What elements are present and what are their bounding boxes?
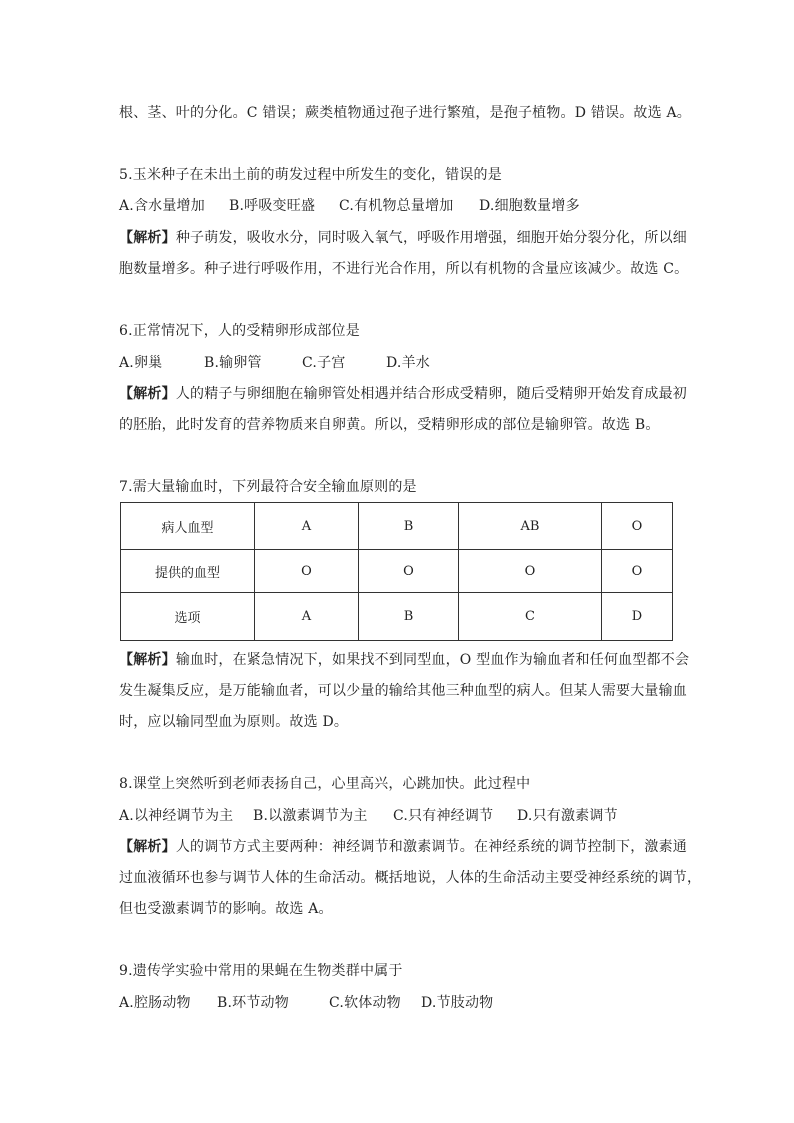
question-6-stem: 6.正常情况下，人的受精卵形成部位是: [119, 323, 360, 339]
table-cell: C: [459, 593, 602, 641]
option-c: C.软体动物: [329, 995, 401, 1011]
question-5-analysis-line-2: 胞数量增多。种子进行呼吸作用，不进行光合作用，所以有机物的含量应该减少。故选 C。: [119, 261, 689, 277]
question-6-analysis-line-2: 的胚胎，此时发育的营养物质来自卵黄。所以，受精卵形成的部位是输卵管。故选 B。: [119, 417, 660, 433]
table-cell: O: [602, 550, 673, 593]
question-7-analysis-line-3: 时，应以输同型血为原则。故选 D。: [119, 714, 349, 730]
table-cell: O: [602, 503, 673, 550]
analysis-text: 输血时，在紧急情况下，如果找不到同型血，O 型血作为输血者和任何血型都不会: [175, 652, 690, 668]
text-line: 根、茎、叶的分化。C 错误；蕨类植物通过孢子进行繁殖，是孢子植物。D 错误。故选 A。: [119, 105, 691, 121]
table-cell: 提供的血型: [121, 550, 255, 593]
question-8-analysis-line-1: [119, 837, 687, 857]
table-cell: A: [255, 503, 359, 550]
analysis-text: 种子萌发，吸收水分，同时吸入氧气，呼吸作用增强，细胞开始分裂分化，所以细: [175, 230, 688, 246]
option-d: D.羊水: [386, 355, 430, 371]
analysis-tag: 【解析】: [119, 230, 176, 246]
table-row: [121, 550, 673, 593]
question-9-stem: 9.遗传学实验中常用的果蝇在生物类群中属于: [119, 963, 403, 979]
analysis-tag: 【解析】: [119, 386, 176, 402]
table-cell: 病人血型: [121, 503, 255, 550]
option-a: A.卵巢: [119, 355, 163, 371]
question-7-stem: 7.需大量输血时，下列最符合安全输血原则的是: [119, 479, 417, 495]
option-a: A.以神经调节为主: [119, 808, 234, 824]
analysis-text: 人的调节方式主要两种：神经调节和激素调节。在神经系统的调节控制下，激素通: [175, 839, 688, 855]
table-row: [121, 593, 673, 641]
analysis-text: 人的精子与卵细胞在输卵管处相遇并结合形成受精卵，随后受精卵开始发育成最初: [175, 386, 688, 402]
table-cell: B: [359, 593, 459, 641]
question-8-analysis-line-3: 但也受激素调节的影响。故选 A。: [119, 901, 333, 917]
option-c: C.子宫: [302, 355, 346, 371]
table-cell: AB: [459, 503, 602, 550]
question-5-analysis-line-1: [119, 228, 687, 248]
option-b: B.输卵管: [204, 355, 262, 371]
question-9-options: [119, 993, 493, 1013]
option-b: B.环节动物: [217, 995, 289, 1011]
question-8-analysis-line-2: 过血液循环也参与调节人体的生命活动。概括地说，人体的生命活动主要受神经系统的调节，: [119, 870, 702, 886]
question-7-analysis-line-1: [119, 650, 689, 670]
analysis-tag: 【解析】: [119, 652, 176, 668]
table-cell: D: [602, 593, 673, 641]
question-8-stem: 8.课堂上突然听到老师表扬自己，心里高兴，心跳加快。此过程中: [119, 776, 531, 792]
table-cell: A: [255, 593, 359, 641]
table-cell: B: [359, 503, 459, 550]
question-5-stem: 5.玉米种子在未出土前的萌发过程中所发生的变化，错误的是: [119, 167, 502, 183]
question-7-analysis-line-2: 发生凝集反应，是万能输血者，可以少量的输给其他三种血型的病人。但某人需要大量输血: [119, 683, 687, 699]
question-6-options: [119, 353, 430, 373]
table-row: [121, 503, 673, 550]
question-6-analysis-line-1: [119, 384, 687, 404]
option-a: A.腔肠动物: [119, 995, 191, 1011]
option-d: D.细胞数量增多: [479, 198, 580, 214]
option-a: A.含水量增加: [119, 198, 205, 214]
option-c: C.只有神经调节: [393, 808, 494, 824]
table-cell: O: [255, 550, 359, 593]
option-b: B.以激素调节为主: [253, 808, 368, 824]
analysis-tag: 【解析】: [119, 839, 176, 855]
table-cell: O: [459, 550, 602, 593]
option-d: D.只有激素调节: [517, 808, 618, 824]
question-5-options: [119, 196, 580, 216]
blood-type-table: [120, 502, 673, 641]
question-8-options: [119, 806, 618, 826]
option-c: C.有机物总量增加: [339, 198, 454, 214]
option-b: B.呼吸变旺盛: [229, 198, 316, 214]
table-cell: 选项: [121, 593, 255, 641]
option-d: D.节肢动物: [421, 995, 494, 1011]
table-cell: O: [359, 550, 459, 593]
